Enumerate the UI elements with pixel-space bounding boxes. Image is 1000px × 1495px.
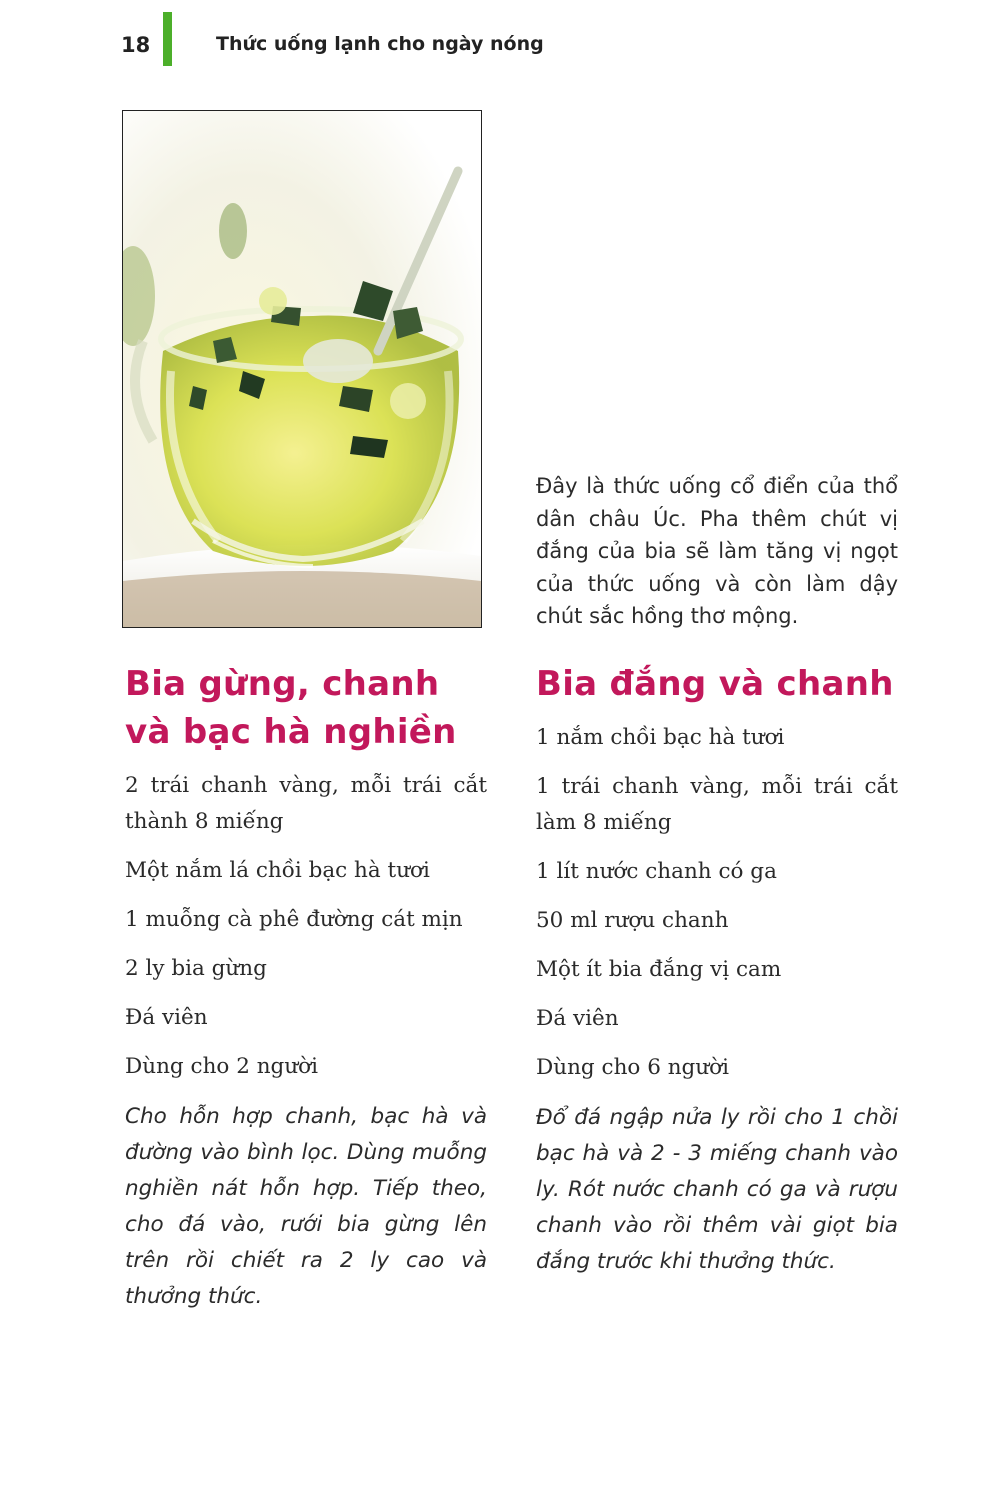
intro-paragraph: Đây là thức uống cổ điển của thổ dân châu Úc. Pha thêm chút vị đắng của bia sẽ làm tăng vị ngọt của thức uống và còn làm dậy chút sắc hồng thơ mộng. — [536, 474, 898, 628]
recipe-title: Bia đắng và chanh — [536, 664, 894, 704]
ingredient-item: 2 ly bia gừng — [125, 956, 267, 981]
ingredient-item: 50 ml rượu chanh — [536, 908, 729, 933]
ingredient-item: Dùng cho 6 người — [536, 1055, 729, 1080]
method-paragraph: Cho hỗn hợp chanh, bạc hà và đường vào bình lọc. Dùng muỗng nghiền nát hỗn hợp. Tiếp theo, cho đá vào, rưới bia gừng lên trên rồi chiết ra 2 ly cao và thưởng thức. — [125, 1104, 487, 1309]
drink-photo — [122, 110, 482, 628]
ingredient-item: Một nắm lá chồi bạc hà tươi — [125, 858, 430, 883]
recipe-title: Bia gừng, chanh và bạc hà nghiền — [125, 664, 457, 752]
ingredient-item: Đá viên — [125, 1005, 208, 1030]
ingredients-list — [125, 768, 487, 1085]
ingredient-item: Một ít bia đắng vị cam — [536, 957, 782, 982]
recipe-left — [125, 660, 487, 1315]
ingredient-item: Đá viên — [536, 1006, 619, 1031]
header-accent-bar — [163, 12, 172, 66]
method-paragraph: Đổ đá ngập nửa ly rồi cho 1 chồi bạc hà và 2 - 3 miếng chanh vào ly. Rót nước chanh có ga và rượu chanh vào rồi thêm vài giọt bia đắng trước khi thưởng thức. — [536, 1105, 898, 1274]
ingredient-item: 1 lít nước chanh có ga — [536, 859, 777, 884]
ingredient-item: 2 trái chanh vàng, mỗi trái cắt thành 8 miếng — [125, 773, 487, 834]
ingredient-item: 1 trái chanh vàng, mỗi trái cắt làm 8 miếng — [536, 774, 898, 835]
ingredient-item: 1 nắm chồi bạc hà tươi — [536, 725, 785, 750]
ingredient-item: 1 muỗng cà phê đường cát mịn — [125, 907, 463, 932]
ingredients-list — [536, 720, 898, 1086]
drink-glass-photo-icon — [123, 111, 481, 627]
section-title: Thức uống lạnh cho ngày nóng — [216, 33, 544, 55]
recipe-right — [536, 660, 898, 1280]
ingredient-item: Dùng cho 2 người — [125, 1054, 318, 1079]
page-number: 18 — [121, 33, 151, 57]
